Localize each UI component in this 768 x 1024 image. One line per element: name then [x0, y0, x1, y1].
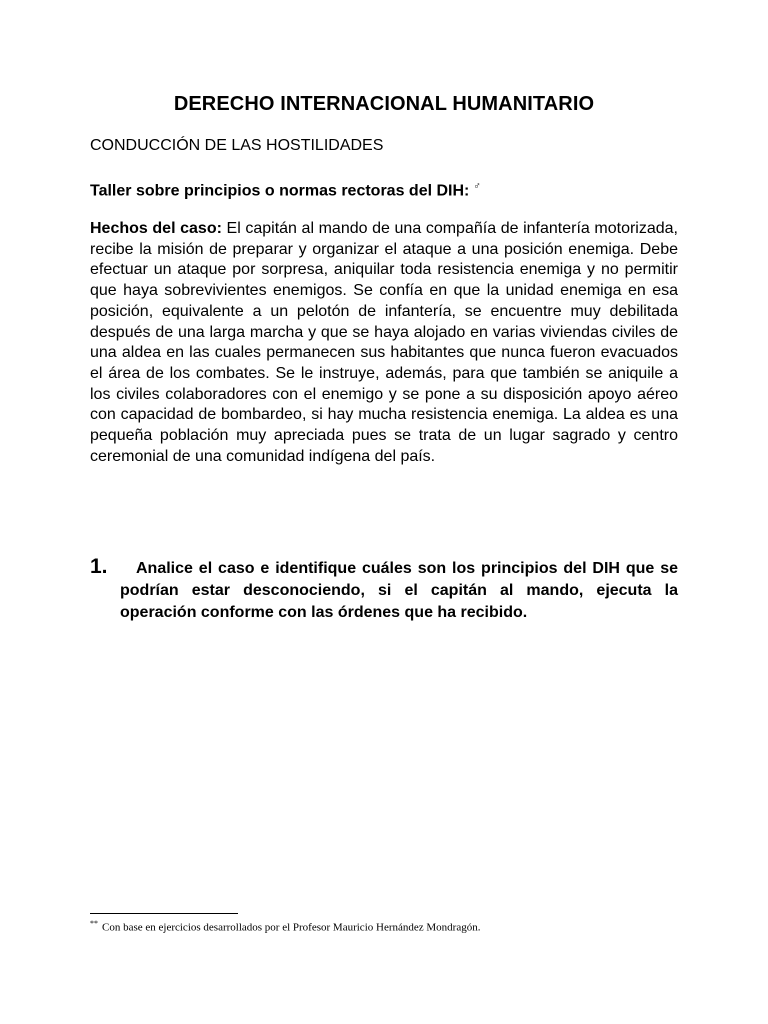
footnote [90, 917, 480, 935]
question-text: Analice el caso e identifique cuáles son los principios del DIH que se podrían estar desconociendo, si el capitán al mando, ejecuta la operación conforme con las órdenes que ha recibido. [120, 560, 678, 621]
case-facts-lead: Hechos del caso: [90, 220, 222, 237]
case-facts-text: El capitán al mando de una compañía de infantería motorizada, recibe la misión de preparar y organizar el ataque a una posición enemiga. Debe efectuar un ataque por sorpresa, aniquilar toda resistencia enemiga y no permitir que haya sobrevivientes enemigos. Se confía en que la unidad enemiga en esa posición, equivalente a un pelotón de infantería, se encuentre muy debilitada después de una larga marcha y que se haya alojado en varias viviendas civiles de una aldea en las cuales permanecen sus habitantes que nunca fueron evacuados el área de los combates. Se le instruye, además, para que también se aniquile a los civiles colaboradores con el enemigo y se pone a su disposición apoyo aéreo con capacidad de bombardeo, si hay mucha resistencia enemiga. La aldea es una pequeña población muy apreciada pues se trata de un lugar sagrado y centro ceremonial de una comunidad indígena del país. [90, 220, 678, 465]
footnote-divider [90, 913, 238, 914]
footnote-text: Con base en ejercicios desarrollados por el Profesor Mauricio Hernández Mondragón. [102, 921, 481, 934]
workshop-heading [90, 177, 481, 201]
footnote-mark: ** [90, 919, 98, 928]
document-title: DERECHO INTERNACIONAL HUMANITARIO [173, 93, 595, 115]
question-number: 1. [90, 555, 108, 578]
case-facts-paragraph [90, 219, 678, 467]
workshop-heading-label: Taller sobre principios o normas rectoras del DIH: [90, 182, 470, 200]
section-heading: CONDUCCIÓN DE LAS HOSTILIDADES [90, 137, 384, 154]
footnote-reference-mark: ♂ [473, 181, 481, 192]
